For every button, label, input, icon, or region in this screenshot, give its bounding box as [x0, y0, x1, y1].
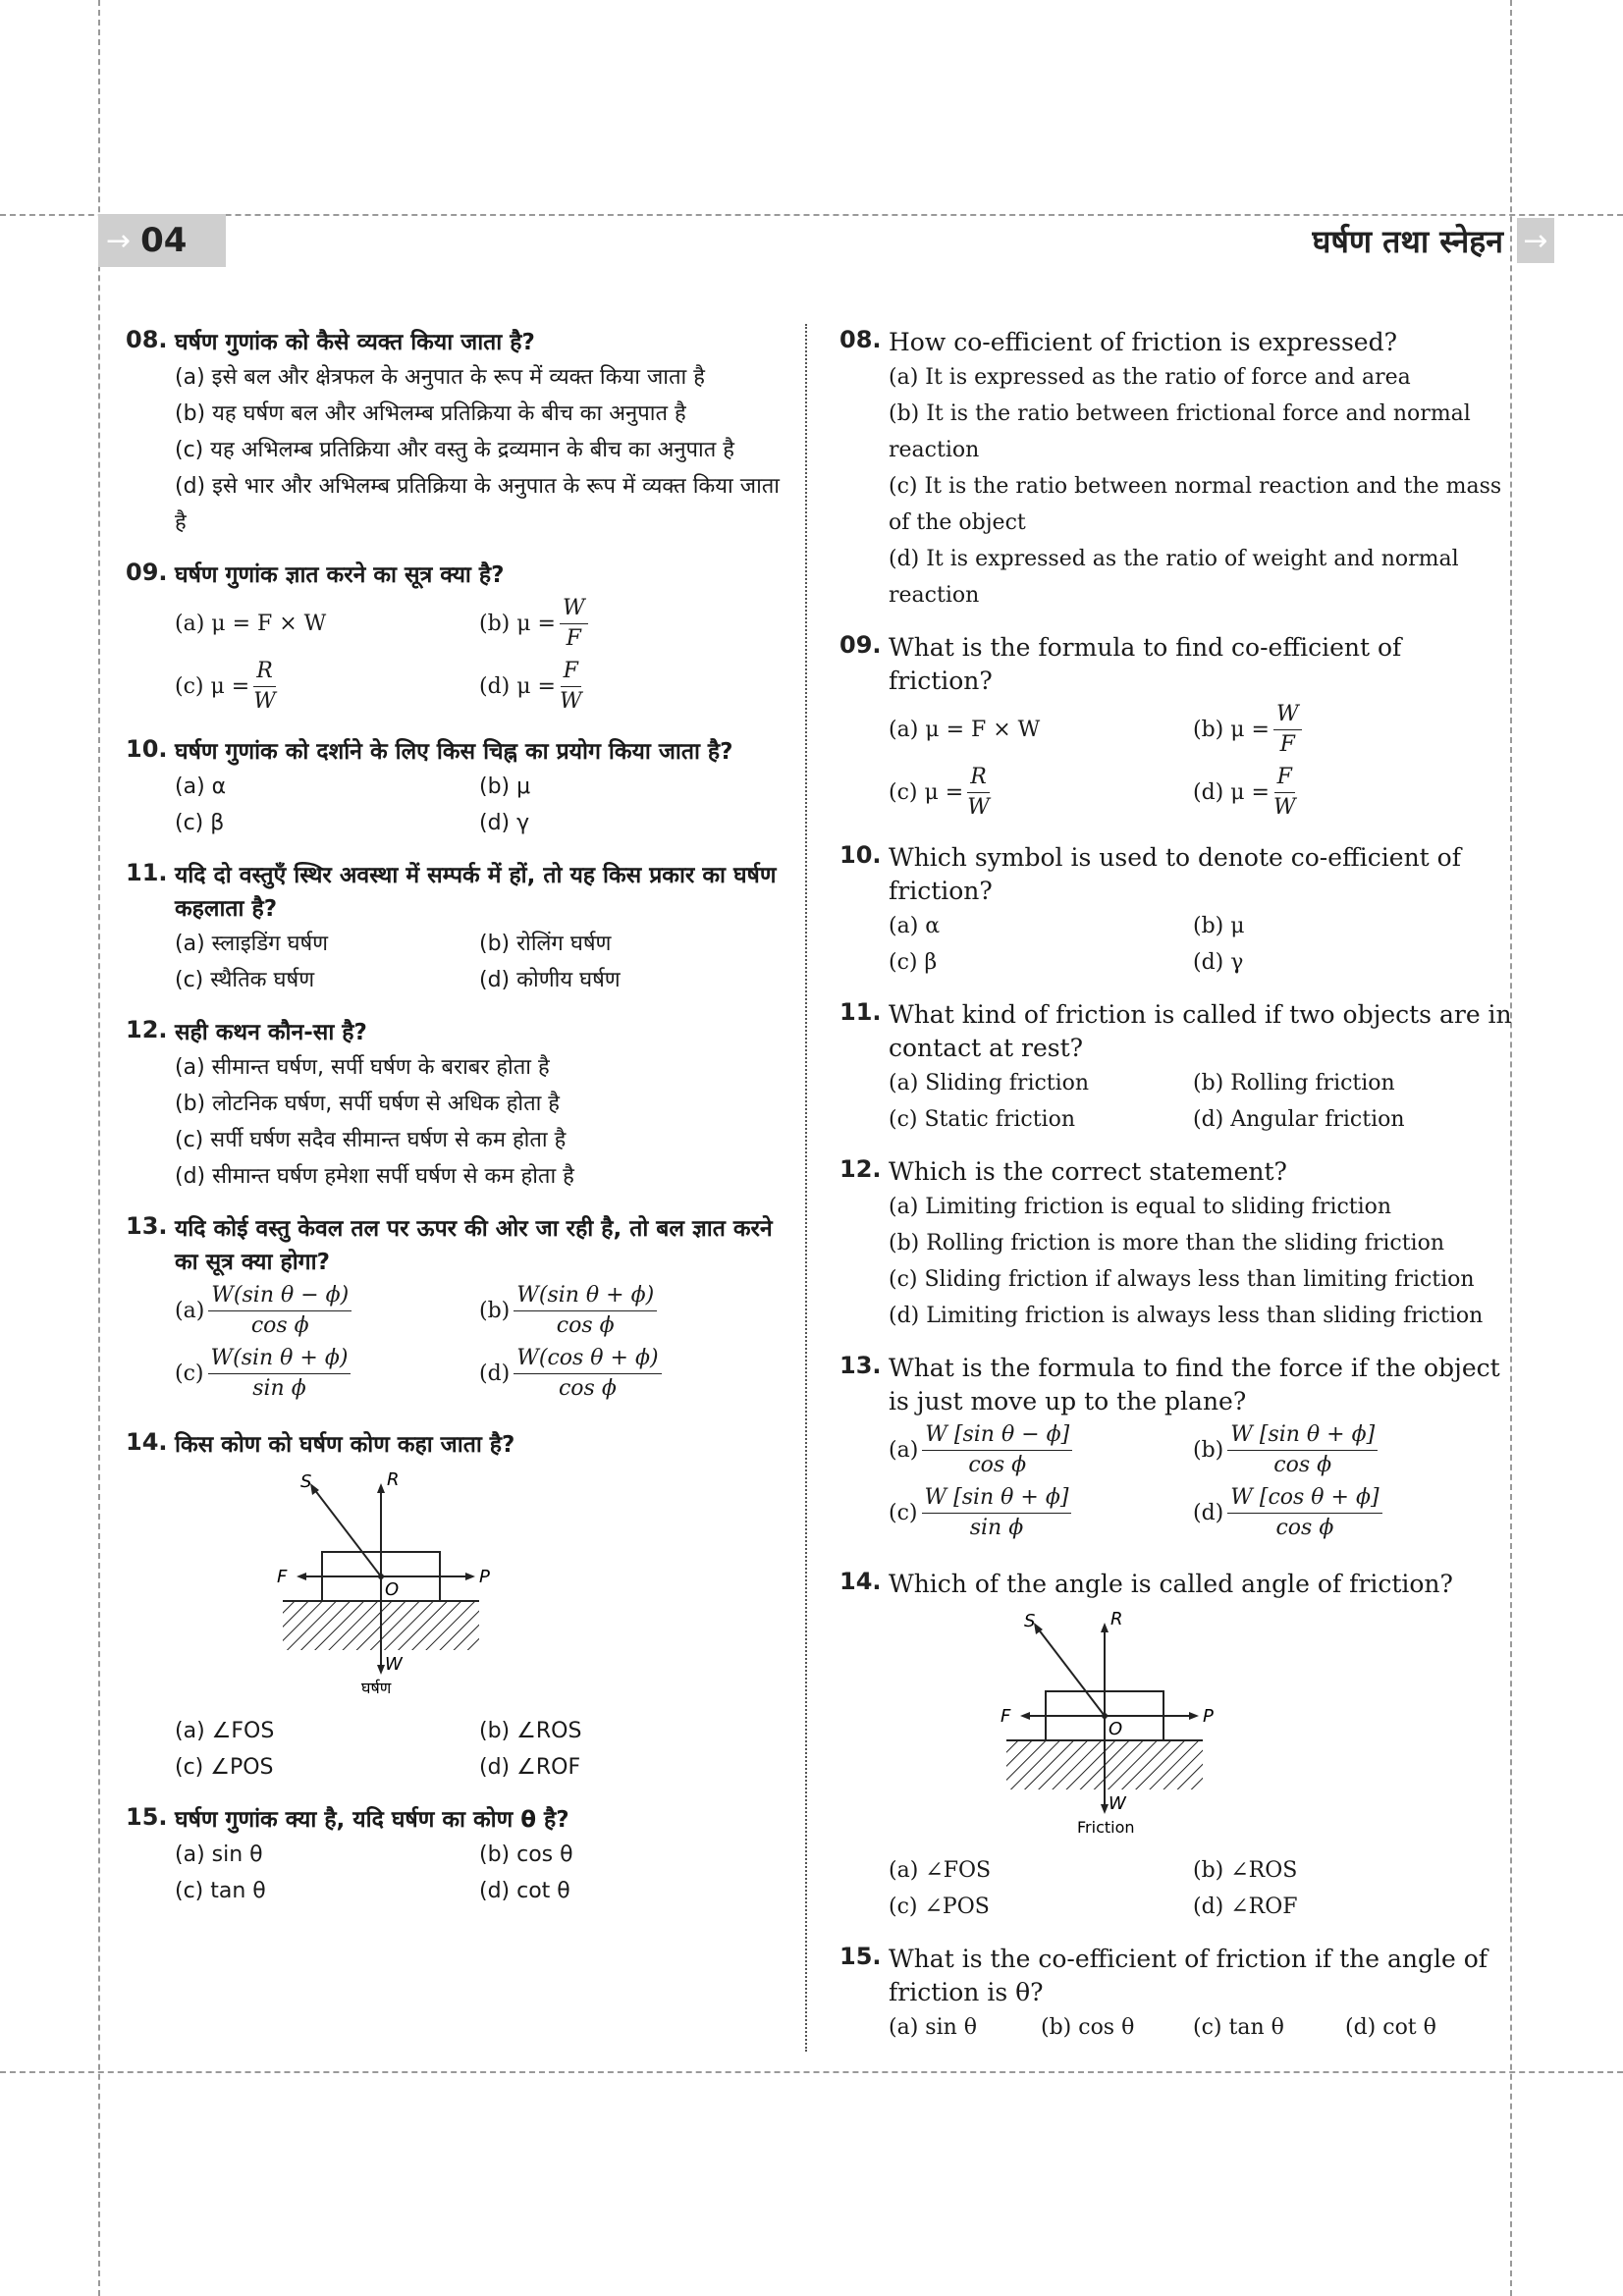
options	[889, 2009, 1512, 2046]
option-b: (b) रोलिंग घर्षण	[479, 932, 612, 956]
options	[889, 698, 1512, 824]
question-text: यदि दो वस्तुएँ स्थिर अवस्था में सम्पर्क में हों, तो यह किस प्रकार का घर्षण कहलाता है?	[175, 863, 777, 922]
option-d: (d) कोणीय घर्षण	[479, 968, 621, 992]
option-b: (b) It is the ratio between frictional force and normal reaction	[889, 401, 1471, 462]
denominator: F	[566, 625, 581, 651]
numerator: W(sin θ − ϕ)	[208, 1281, 352, 1311]
arrowhead	[1101, 1623, 1109, 1632]
numerator: W [sin θ + ϕ]	[1227, 1420, 1378, 1451]
question-text: Which symbol is used to denote co-efficient of friction?	[889, 843, 1461, 905]
options	[175, 359, 793, 541]
fraction	[1273, 700, 1302, 760]
option-label: (c) μ =	[889, 779, 964, 805]
options	[175, 1049, 793, 1195]
question-08-hindi	[126, 326, 793, 541]
question-12-english	[839, 1155, 1512, 1334]
option-c: (c) tan θ	[175, 1879, 266, 1903]
question-12-hindi	[126, 1016, 793, 1195]
label-f: F	[277, 1567, 288, 1587]
option-a	[175, 592, 479, 655]
option-a	[175, 1279, 479, 1342]
option-b	[1193, 698, 1497, 761]
option-label: (c) μ =	[175, 673, 250, 699]
option-label: (d)	[1193, 1500, 1224, 1525]
option-c: (c) It is the ratio between normal reaction and the mass of the object	[889, 474, 1502, 535]
option-d: (d) सीमान्त घर्षण हमेशा सर्पी घर्षण से कम होता है	[175, 1164, 574, 1189]
question-14-english	[839, 1568, 1512, 1925]
arrowhead	[297, 1573, 306, 1580]
option-c: (c) tan θ	[1193, 2015, 1284, 2040]
question-number: 13.	[839, 1352, 882, 1379]
options	[889, 1189, 1512, 1334]
question-number: 13.	[126, 1212, 168, 1240]
denominator: cos ϕ	[558, 1375, 617, 1401]
numerator: W	[560, 594, 588, 624]
options	[889, 908, 1512, 981]
question-text: Which is the correct statement?	[889, 1157, 1287, 1186]
question-text: What kind of friction is called if two objects are in contact at rest?	[889, 1000, 1512, 1062]
question-15-hindi	[126, 1803, 793, 1909]
option-a: (a) sin θ	[889, 2015, 978, 2040]
option-c	[175, 655, 479, 718]
denominator: cos ϕ	[556, 1312, 615, 1338]
numerator: W(cos θ + ϕ)	[514, 1344, 661, 1374]
option-c: (c) यह अभिलम्ब प्रतिक्रिया और वस्तु के द्रव्यमान के बीच का अनुपात है	[175, 438, 734, 462]
option-a: (a) It is expressed as the ratio of force and area	[889, 365, 1411, 390]
label-r: R	[387, 1469, 400, 1490]
option-a	[889, 698, 1193, 761]
option-a: (a) α	[889, 914, 941, 938]
option-b: (b) μ	[479, 774, 531, 799]
question-number: 10.	[839, 841, 882, 869]
option-b: (b) ∠ROS	[1193, 1858, 1298, 1883]
question-09-english	[839, 631, 1512, 824]
question-text: किस कोण को घर्षण कोण कहा जाता है?	[175, 1432, 515, 1458]
question-number: 12.	[839, 1155, 882, 1183]
numerator: R	[967, 763, 990, 793]
numerator: R	[253, 657, 276, 687]
point-o	[378, 1574, 384, 1579]
arrowhead	[1189, 1712, 1199, 1720]
fraction	[514, 1281, 657, 1341]
denominator: sin ϕ	[969, 1515, 1024, 1540]
label-o: O	[385, 1579, 400, 1600]
option-d: (d) Angular friction	[1193, 1107, 1405, 1132]
question-13-english	[839, 1352, 1512, 1544]
formula-text: (a) μ = F × W	[175, 611, 327, 636]
option-a: (a) इसे बल और क्षेत्रफल के अनुपात के रूप में व्यक्त किया जाता है	[175, 365, 705, 390]
label-r: R	[1110, 1609, 1123, 1629]
question-number: 11.	[126, 859, 168, 886]
fraction	[1227, 1420, 1378, 1480]
option-c	[175, 1342, 479, 1405]
option-b	[1193, 1418, 1497, 1481]
arrowhead	[377, 1483, 385, 1493]
option-b: (b) यह घर्षण बल और अभिलम्ब प्रतिक्रिया के बीच का अनुपात है	[175, 401, 686, 426]
denominator: W	[253, 688, 276, 714]
option-a	[889, 1418, 1193, 1481]
arrow-right-icon: →	[1517, 218, 1554, 263]
option-label: (d) μ =	[1193, 779, 1270, 805]
hindi-column	[126, 326, 793, 1927]
arrowhead	[377, 1665, 385, 1675]
denominator: cos ϕ	[968, 1452, 1027, 1477]
options	[175, 1713, 793, 1786]
question-number: 11.	[839, 998, 882, 1026]
option-label: (a)	[175, 1298, 205, 1323]
denominator: sin ϕ	[252, 1375, 306, 1401]
question-text: What is the formula to find the force if the object is just move up to the plane?	[889, 1354, 1500, 1415]
option-b: (b) लोटनिक घर्षण, सर्पी घर्षण से अधिक होता है	[175, 1092, 560, 1116]
numerator: W [cos θ + ϕ]	[1227, 1483, 1381, 1514]
option-c: (c) स्थैतिक घर्षण	[175, 968, 315, 992]
option-label: (b) μ =	[479, 611, 556, 636]
option-label: (a)	[889, 1437, 919, 1463]
option-c: (c) β	[889, 950, 938, 975]
option-c: (c) ∠POS	[175, 1755, 274, 1780]
label-o: O	[1109, 1719, 1123, 1739]
numerator: F	[1274, 763, 1295, 793]
option-a: (a) ∠FOS	[889, 1858, 992, 1883]
option-b: (b) cos θ	[479, 1842, 573, 1867]
question-text: घर्षण गुणांक को कैसे व्यक्त किया जाता है?	[175, 330, 535, 355]
crop-guide-left	[98, 0, 100, 2296]
numerator: W [sin θ + ϕ]	[922, 1483, 1072, 1514]
denominator: W	[1272, 794, 1296, 820]
question-number: 15.	[126, 1803, 168, 1831]
question-09-hindi	[126, 559, 793, 718]
option-b	[479, 592, 784, 655]
question-text: सही कथन कौन-सा है?	[175, 1020, 367, 1045]
friction-angle-diagram	[1001, 1609, 1242, 1839]
question-number: 12.	[126, 1016, 168, 1043]
question-number: 15.	[839, 1943, 882, 1970]
option-d	[1193, 1481, 1497, 1544]
resultant-arrow	[1038, 1629, 1105, 1716]
label-p: P	[479, 1567, 490, 1587]
option-b	[479, 1279, 784, 1342]
question-text: घर्षण गुणांक ज्ञात करने का सूत्र क्या है?	[175, 562, 505, 588]
label-f: F	[1001, 1706, 1011, 1727]
chapter-title: घर्षण तथा स्नेहन	[1312, 222, 1503, 260]
question-13-hindi	[126, 1212, 793, 1405]
option-label: (d)	[479, 1361, 511, 1386]
options	[175, 926, 793, 998]
label-p: P	[1203, 1706, 1214, 1727]
option-d: (d) It is expressed as the ratio of weight and normal reaction	[889, 547, 1459, 608]
fraction	[560, 657, 582, 717]
option-d	[479, 655, 784, 718]
question-text: घर्षण गुणांक को दर्शाने के लिए किस चिह्न का प्रयोग किया जाता है?	[175, 739, 733, 765]
option-d: (d) इसे भार और अभिलम्ब प्रतिक्रिया के अनुपात के रूप में व्यक्त किया जाता है	[175, 474, 781, 535]
option-a: (a) α	[175, 774, 227, 799]
arrow-right-icon: →	[106, 223, 132, 258]
page-number: 04	[140, 221, 188, 260]
chapter-header	[1312, 214, 1554, 267]
option-b: (b) μ	[1193, 914, 1245, 938]
fraction	[922, 1483, 1072, 1543]
fraction	[1227, 1483, 1381, 1543]
diagram-caption: Friction	[1077, 1818, 1135, 1837]
question-text: What is the formula to find co-efficient of friction?	[889, 633, 1402, 695]
option-label: (b)	[479, 1298, 511, 1323]
question-10-english	[839, 841, 1512, 981]
option-c: (c) ∠POS	[889, 1895, 990, 1919]
fraction	[967, 763, 990, 823]
numerator: W	[1273, 700, 1302, 730]
question-text: यदि कोई वस्तु केवल तल पर ऊपर की ओर जा रही है, तो बल ज्ञात करने का सूत्र क्या होगा?	[175, 1216, 773, 1275]
options	[175, 592, 793, 718]
numerator: F	[561, 657, 581, 687]
column-divider	[805, 324, 807, 2052]
option-label: (c)	[889, 1500, 918, 1525]
crop-guide-bottom	[0, 2071, 1623, 2073]
option-d: (d) γ	[479, 811, 530, 835]
fraction	[560, 594, 588, 654]
numerator: W [sin θ − ϕ]	[922, 1420, 1072, 1451]
label-s: S	[1024, 1611, 1036, 1631]
option-c: (c) Sliding friction if always less than limiting friction	[889, 1267, 1475, 1292]
option-d	[1193, 761, 1497, 824]
question-15-english	[839, 1943, 1512, 2046]
option-label: (c)	[175, 1361, 204, 1386]
options	[889, 1418, 1512, 1544]
friction-angle-diagram	[277, 1469, 518, 1699]
options	[175, 1279, 793, 1405]
option-a: (a) ∠FOS	[175, 1719, 275, 1743]
fraction	[922, 1420, 1072, 1480]
fraction	[208, 1344, 352, 1404]
option-b: (b) Rolling friction is more than the sliding friction	[889, 1231, 1445, 1255]
denominator: cos ϕ	[250, 1312, 309, 1338]
question-number: 14.	[126, 1428, 168, 1456]
arrowhead	[465, 1573, 475, 1580]
arrowhead	[1020, 1712, 1030, 1720]
option-d: (d) γ	[1193, 950, 1244, 975]
options	[889, 1065, 1512, 1138]
fraction	[253, 657, 276, 717]
options	[889, 359, 1512, 614]
option-a: (a) sin θ	[175, 1842, 263, 1867]
option-d	[479, 1342, 784, 1405]
option-d: (d) cot θ	[479, 1879, 570, 1903]
label-w: W	[1109, 1793, 1126, 1814]
question-number: 09.	[839, 631, 882, 659]
option-a: (a) Limiting friction is equal to sliding friction	[889, 1195, 1392, 1219]
question-10-hindi	[126, 735, 793, 841]
options	[175, 769, 793, 841]
question-number: 08.	[839, 326, 882, 353]
numerator: W(sin θ + ϕ)	[514, 1281, 657, 1311]
arrowhead	[1101, 1804, 1109, 1814]
point-o	[1102, 1713, 1108, 1719]
option-c: (c) Static friction	[889, 1107, 1076, 1132]
option-d: (d) Limiting friction is always less than sliding friction	[889, 1304, 1484, 1328]
label-s: S	[300, 1471, 312, 1492]
diagram-caption: घर्षण	[361, 1679, 392, 1697]
denominator: cos ϕ	[1273, 1452, 1332, 1477]
denominator: W	[559, 688, 582, 714]
option-c	[889, 1481, 1193, 1544]
option-d: (d) ∠ROF	[1193, 1895, 1298, 1919]
question-number: 10.	[126, 735, 168, 763]
question-text: How co-efficient of friction is expressed?	[889, 328, 1398, 356]
option-b: (b) Rolling friction	[1193, 1071, 1395, 1095]
label-w: W	[385, 1654, 403, 1675]
question-number: 08.	[126, 326, 168, 353]
option-label: (b) μ =	[1193, 717, 1270, 742]
fraction	[1273, 763, 1296, 823]
denominator: W	[967, 794, 990, 820]
option-b: (b) ∠ROS	[479, 1719, 582, 1743]
options	[889, 1852, 1512, 1925]
denominator: F	[1279, 731, 1295, 757]
formula-text: (a) μ = F × W	[889, 717, 1041, 742]
numerator: W(sin θ + ϕ)	[208, 1344, 352, 1374]
page-number-tab	[98, 214, 226, 267]
option-label: (d) μ =	[479, 673, 556, 699]
option-c	[889, 761, 1193, 824]
option-c: (c) सर्पी घर्षण सदैव सीमान्त घर्षण से कम होता है	[175, 1128, 567, 1152]
question-number: 09.	[126, 559, 168, 586]
option-label: (b)	[1193, 1437, 1224, 1463]
fraction	[208, 1281, 352, 1341]
english-column	[839, 326, 1512, 2063]
option-a: (a) Sliding friction	[889, 1071, 1090, 1095]
option-a: (a) सीमान्त घर्षण, सर्पी घर्षण के बराबर होता है	[175, 1055, 550, 1080]
fraction	[514, 1344, 661, 1404]
question-14-hindi	[126, 1428, 793, 1786]
question-text: Which of the angle is called angle of friction?	[889, 1570, 1453, 1598]
denominator: cos ϕ	[1275, 1515, 1334, 1540]
question-text: What is the co-efficient of friction if the angle of friction is θ?	[889, 1945, 1488, 2006]
option-d: (d) ∠ROF	[479, 1755, 581, 1780]
option-a: (a) स्लाइडिंग घर्षण	[175, 932, 329, 956]
option-b: (b) cos θ	[1041, 2015, 1135, 2040]
question-08-english	[839, 326, 1512, 614]
options	[175, 1837, 793, 1909]
question-11-english	[839, 998, 1512, 1138]
question-number: 14.	[839, 1568, 882, 1595]
option-c: (c) β	[175, 811, 225, 835]
question-text: घर्षण गुणांक क्या है, यदि घर्षण का कोण θ है?	[175, 1807, 569, 1833]
question-11-hindi	[126, 859, 793, 998]
option-d: (d) cot θ	[1345, 2015, 1436, 2040]
resultant-arrow	[314, 1489, 381, 1576]
